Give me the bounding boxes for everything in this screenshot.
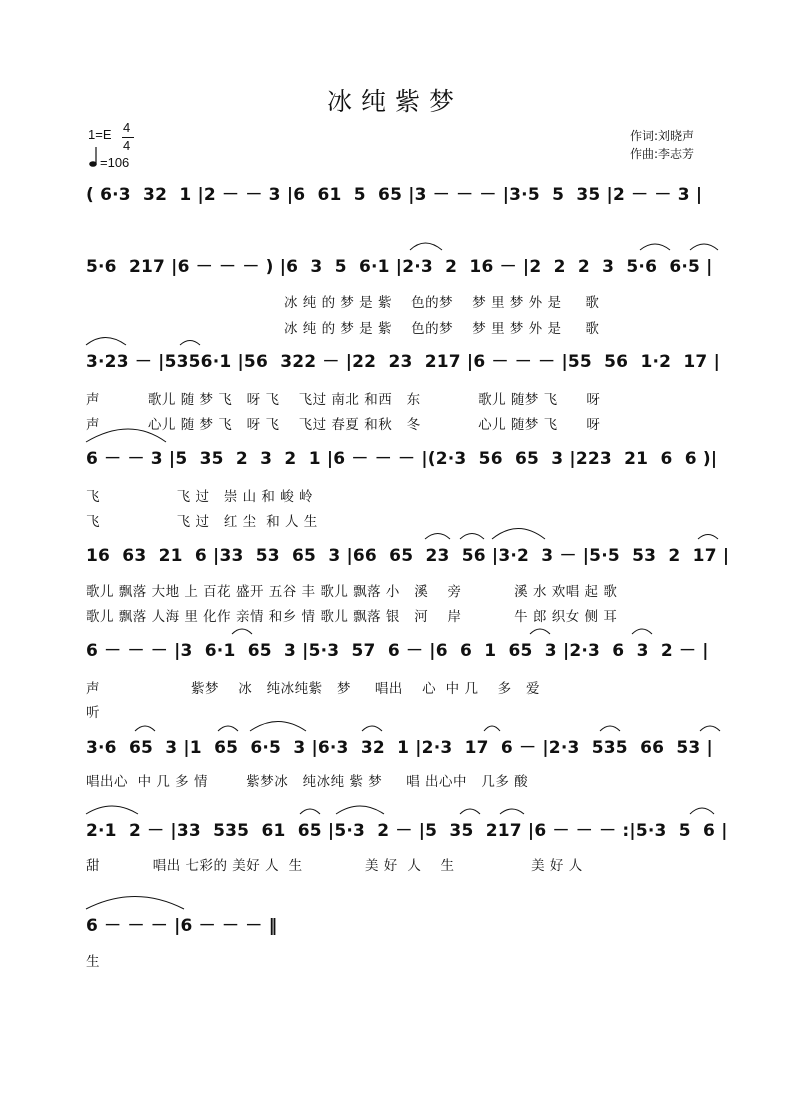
notation-line-5: 16 63 21 6 |33 53 65 3 |66 65 23 56 |3·2 3 － |5·5 53 2 17 | <box>86 546 730 566</box>
lyric-line-4-verse-2: 飞 飞 过 红 尘 和 人 生 <box>86 514 318 530</box>
lyric-line-8: 甜 唱出 七彩的 美好 人 生 美 好 人 生 美 好 人 <box>86 858 583 874</box>
slur-arc <box>632 629 652 634</box>
slur-arc <box>690 808 714 814</box>
slur-arc <box>640 244 670 250</box>
lyric-line-2-verse-1: 冰 纯 的 梦 是 紫 色的梦 梦 里 梦 外 是 歌 <box>284 295 600 311</box>
slur-arc <box>86 806 138 814</box>
lyric-line-5-verse-1: 歌儿 飘落 大地 上 百花 盛开 五谷 丰 歌儿 飘落 小 溪 旁 溪 水 欢唱 起 歌 <box>86 584 618 600</box>
lyric-line-6-verse-1: 声 紫梦 冰 纯冰纯紫 梦 唱出 心 中 几 多 爱 <box>86 681 540 697</box>
notation-line-8: 2·1 2 － |33 535 61 65 |5·3 2 － |5 35 217 |6 － － － :|5·3 5 6 | <box>86 821 728 841</box>
lyric-line-7: 唱出心 中 几 多 情 紫梦冰 纯冰纯 紫 梦 唱 出心中 几多 酸 <box>86 774 529 790</box>
slur-arc <box>135 726 155 731</box>
composer-credit: 作曲:李志芳 <box>630 147 695 161</box>
notation-line-7: 3·6 65 3 |1 65 6·5 3 |6·3 32 1 |2·3 17 6 － |2·3 535 66 53 | <box>86 738 713 758</box>
lyric-line-6-verse-2: 听 <box>86 705 100 721</box>
slur-arc <box>700 726 720 731</box>
notation-line-4: 6 － － 3 |5 35 2 3 2 1 |6 － － － |(2·3 56 65 3 |223 21 6 6 )| <box>86 449 718 469</box>
slur-arc <box>698 535 718 540</box>
slur-arc <box>460 534 484 540</box>
slur-arc <box>218 726 238 731</box>
slur-arc <box>86 338 126 346</box>
notation-line-2: 5·6 217 |6 － － － ) |6 3 5 6·1 |2·3 2 16 － |2 2 2 3 5·6 6·5 | <box>86 257 713 277</box>
slur-arc <box>484 726 500 731</box>
key-signature: 1=E <box>88 127 112 142</box>
slur-arc <box>492 529 545 540</box>
notation-line-1: ( 6·3 32 1 |2 － － 3 |6 61 5 65 |3 － － － |3·5 5 35 |2 － － 3 | <box>86 185 703 205</box>
tempo-marking: =106 <box>100 155 130 170</box>
song-title: 冰纯紫梦 <box>326 87 463 116</box>
slur-arc <box>362 726 382 731</box>
slur-arc <box>425 534 450 540</box>
slur-arc <box>232 629 252 634</box>
slur-arc <box>530 629 550 634</box>
lyricist-credit: 作词:刘晓声 <box>630 129 695 143</box>
slur-arc <box>690 244 718 250</box>
slur-arc <box>410 243 442 250</box>
lyric-line-3-verse-2: 声 心儿 随 梦 飞 呀 飞 飞过 春夏 和秋 冬 心儿 随梦 飞 呀 <box>86 417 601 433</box>
slur-arc <box>500 809 524 814</box>
time-signature-bottom: 4 <box>123 138 131 153</box>
slur-arc <box>600 726 620 731</box>
slur-arc <box>336 806 384 814</box>
quarter-note-icon <box>88 146 98 168</box>
time-signature-top: 4 <box>123 120 131 135</box>
lyric-line-3-verse-1: 声 歌儿 随 梦 飞 呀 飞 飞过 南北 和西 东 歌儿 随梦 飞 呀 <box>86 392 601 408</box>
notation-line-6: 6 － － － |3 6·1 65 3 |5·3 57 6 － |6 6 1 65 3 |2·3 6 3 2 － | <box>86 641 709 661</box>
lyric-line-4-verse-1: 飞 飞 过 崇 山 和 峻 岭 <box>86 489 313 505</box>
slur-arc <box>180 341 200 346</box>
lyric-line-5-verse-2: 歌儿 飘落 人海 里 化作 亲情 和乡 情 歌儿 飘落 银 河 岸 牛 郎 织女 侧 耳 <box>86 609 618 625</box>
notation-line-3: 3·23 － |5356·1 |56 322 － |22 23 217 |6 － － － |55 56 1·2 17 | <box>86 352 720 372</box>
slur-arc <box>86 897 184 910</box>
slur-arc <box>300 809 320 814</box>
slur-arc <box>460 809 480 814</box>
notation-line-9: 6 － － － |6 － － － ‖ <box>86 916 278 936</box>
lyric-line-2-verse-2: 冰 纯 的 梦 是 紫 色的梦 梦 里 梦 外 是 歌 <box>284 321 600 337</box>
slur-arc <box>250 722 306 732</box>
lyric-line-9: 生 <box>86 954 100 970</box>
